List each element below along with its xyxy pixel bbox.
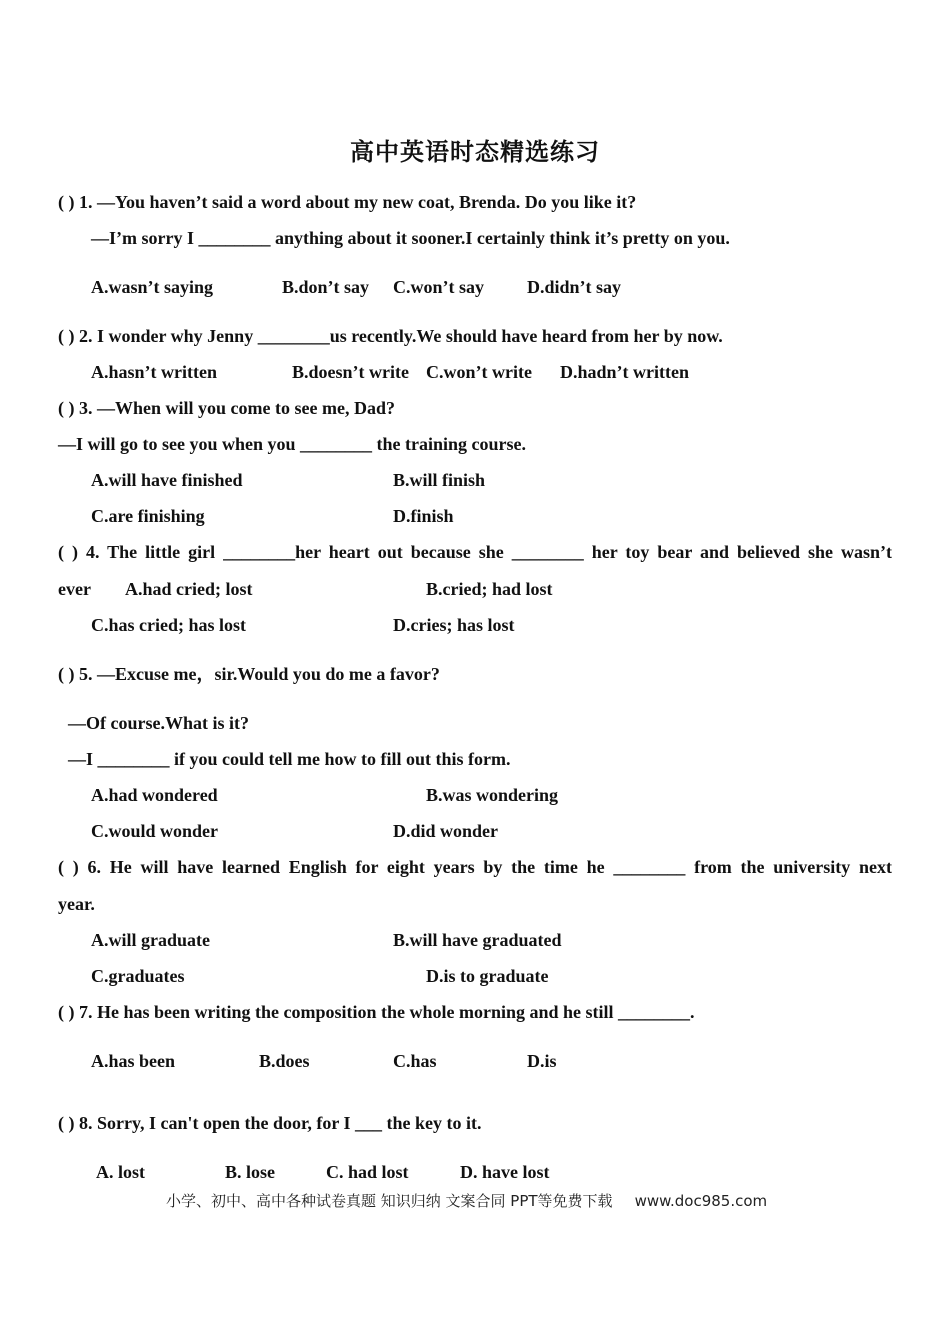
page-footer (166, 1190, 767, 1211)
question-4-option-c: C.has cried; has lost (91, 615, 247, 635)
question-6-option-b: B.will have graduated (393, 930, 562, 950)
question-2-option-b: B.doesn’t write (292, 362, 409, 382)
question-1-option-a: A.wasn’t saying (91, 277, 214, 297)
question-4-option-b: B.cried; had lost (426, 579, 553, 599)
question-6-stem: ( ) 6. He will have learned English for eight years by the time he ________ from the university next (58, 857, 892, 877)
question-8-option-a: A. lost (96, 1162, 145, 1182)
question-5-option-c: C.would wonder (91, 821, 219, 841)
question-3-reply: —I will go to see you when you ________ the training course. (58, 434, 526, 454)
question-5-option-a: A.had wondered (91, 785, 218, 805)
question-4-stem: ( ) 4. The little girl ________her heart out because she ________ her toy bear and believed she wasn’t (58, 542, 892, 562)
question-1-stem: ( ) 1. —You haven’t said a word about my new coat, Brenda. Do you like it? (58, 192, 637, 212)
question-6-option-d: D.is to graduate (426, 966, 549, 986)
question-3-option-a: A.will have finished (91, 470, 243, 490)
question-7-option-a: A.has been (91, 1051, 176, 1071)
footer-url[interactable]: www.doc985.com (634, 1192, 768, 1210)
question-3-stem: ( ) 3. —When will you come to see me, Dad? (58, 398, 395, 418)
question-3-option-b: B.will finish (393, 470, 486, 490)
question-7-option-b: B.does (259, 1051, 310, 1071)
question-5-reply-1: —Of course.What is it? (68, 713, 249, 733)
question-2-option-c: C.won’t write (426, 362, 532, 382)
question-7-option-c: C.has (393, 1051, 437, 1071)
question-5-reply-2: —I ________ if you could tell me how to fill out this form. (68, 749, 511, 769)
question-7-option-d: D.is (527, 1051, 557, 1071)
question-2-stem: ( ) 2. I wonder why Jenny ________us recently.We should have heard from her by now. (58, 326, 723, 346)
question-3-option-c: C.are finishing (91, 506, 205, 526)
question-6-option-a: A.will graduate (91, 930, 210, 950)
question-6-stem-continued: year. (58, 894, 95, 914)
question-8-option-b: B. lose (225, 1162, 276, 1182)
question-4-stem-continued: ever (58, 579, 91, 599)
question-1-reply: —I’m sorry I ________ anything about it sooner.I certainly think it’s pretty on you. (91, 228, 730, 248)
question-7-stem: ( ) 7. He has been writing the composition the whole morning and he still ________. (58, 1002, 695, 1022)
question-2-option-a: A.hasn’t written (91, 362, 217, 382)
question-1-option-b: B.don’t say (282, 277, 370, 297)
question-5-option-b: B.was wondering (426, 785, 559, 805)
question-1-option-c: C.won’t say (393, 277, 485, 297)
question-5-option-d: D.did wonder (393, 821, 499, 841)
question-8-stem: ( ) 8. Sorry, I can't open the door, for I ___ the key to it. (58, 1113, 482, 1133)
question-8-option-c: C. had lost (326, 1162, 409, 1182)
question-1-option-d: D.didn’t say (527, 277, 622, 297)
question-4-option-a: A.had cried; lost (125, 579, 253, 599)
page-title: 高中英语时态精选练习 (350, 138, 600, 166)
question-6-option-c: C.graduates (91, 966, 185, 986)
question-4-option-d: D.cries; has lost (393, 615, 515, 635)
question-5-stem: ( ) 5. —Excuse me，sir.Would you do me a favor? (58, 664, 440, 684)
footer-text: 小学、初中、高中各种试卷真题 知识归纳 文案合同 PPT等免费下载 (166, 1192, 613, 1210)
question-3-option-d: D.finish (393, 506, 454, 526)
question-2-option-d: D.hadn’t written (560, 362, 689, 382)
question-8-option-d: D. have lost (460, 1162, 550, 1182)
